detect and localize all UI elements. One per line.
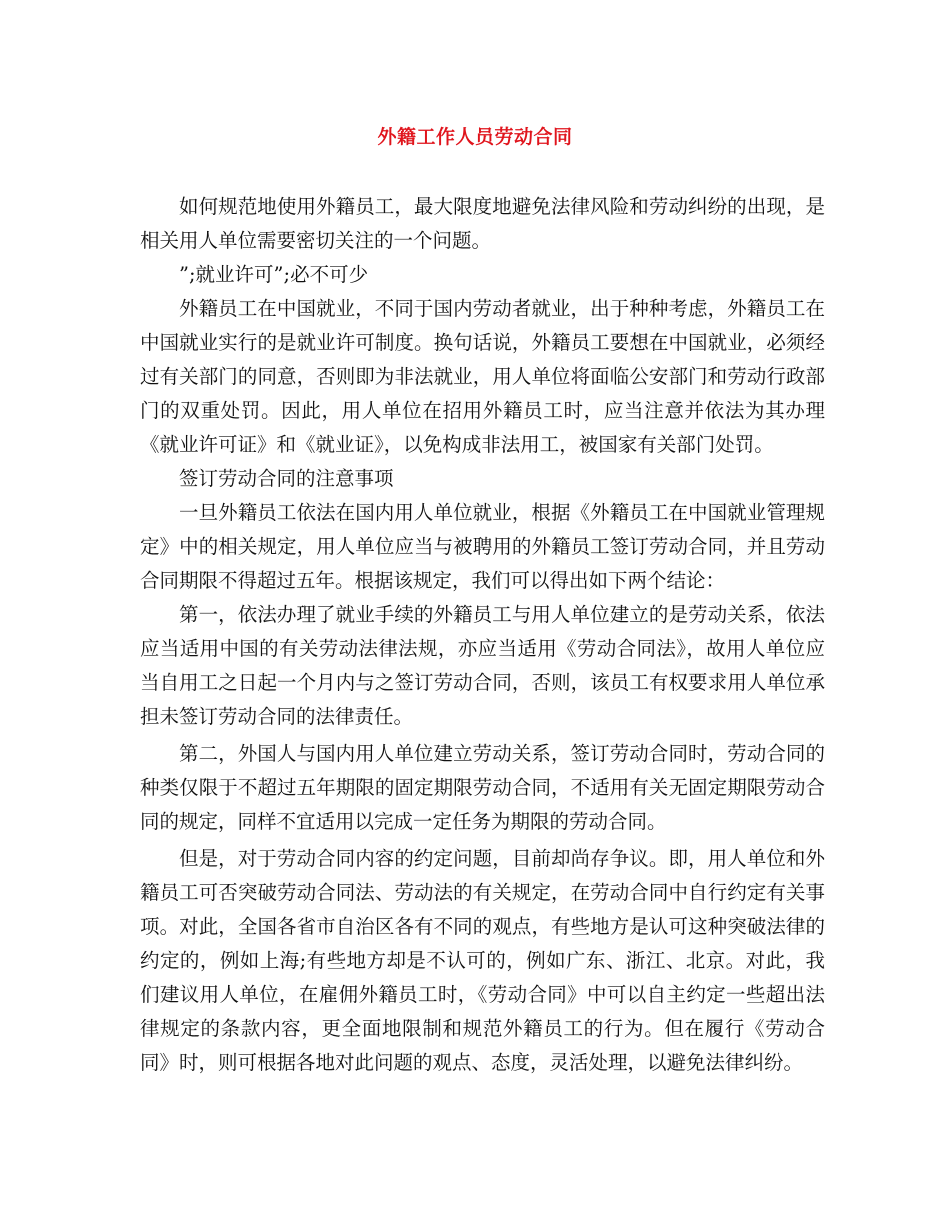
paragraph-contract-rules: 一旦外籍员工依法在国内用人单位就业，根据《外籍员工在中国就业管理规定》中的相关规定，用人单位应当与被聘用的外籍员工签订劳动合同，并且劳动合同期限不得超过五年。根据该规定，我们可以得出如下两个结论：	[140, 501, 825, 592]
paragraph-employment-permit: 外籍员工在中国就业，不同于国内劳动者就业，出于种种考虑，外籍员工在中国就业实行的是就业许可制度。换句话说，外籍员工要想在中国就业，必须经过有关部门的同意，否则即为非法就业，用人单位将面临公安部门和劳动行政部门的双重处罚。因此，用人单位在招用外籍员工时，应当注意并依法为其办理《就业许可证》和《就业证》，以免构成非法用工，被国家有关部门处罚。	[140, 297, 825, 456]
paragraph-first-conclusion: 第一，依法办理了就业手续的外籍员工与用人单位建立的是劳动关系，依法应当适用中国的有关劳动法律法规，亦应当适用《劳动合同法》，故用人单位应当自用工之日起一个月内与之签订劳动合同，否则，该员工有权要求用人单位承担未签订劳动合同的法律责任。	[140, 603, 825, 728]
paragraph-intro: 如何规范地使用外籍员工，最大限度地避免法律风险和劳动纠纷的出现，是相关用人单位需要密切关注的一个问题。	[140, 195, 825, 252]
section-heading-employment-permit: ”;就业许可”;必不可少	[179, 263, 369, 286]
document-title: 外籍工作人员劳动合同	[377, 126, 573, 148]
section-heading-contract-notes: 签订劳动合同的注意事项	[179, 467, 394, 490]
document-body	[140, 190, 825, 1080]
paragraph-second-conclusion: 第二，外国人与国内用人单位建立劳动关系，签订劳动合同时，劳动合同的种类仅限于不超过五年期限的固定期限劳动合同，不适用有关无固定期限劳动合同的规定，同样不宜适用以完成一定任务为期限的劳动合同。	[140, 742, 825, 833]
paragraph-dispute: 但是，对于劳动合同内容的约定问题，目前却尚存争议。即，用人单位和外籍员工可否突破劳动合同法、劳动法的有关规定，在劳动合同中自行约定有关事项。对此，全国各省市自治区各有不同的观点，有些地方是认可这种突破法律的约定的，例如上海;有些地方却是不认可的，例如广东、浙江、北京。对此，我们建议用人单位，在雇佣外籍员工时，《劳动合同》中可以自主约定一些超出法律规定的条款内容，更全面地限制和规范外籍员工的行为。但在履行《劳动合同》时，则可根据各地对此问题的观点、态度，灵活处理，以避免法律纠纷。	[140, 847, 825, 1074]
